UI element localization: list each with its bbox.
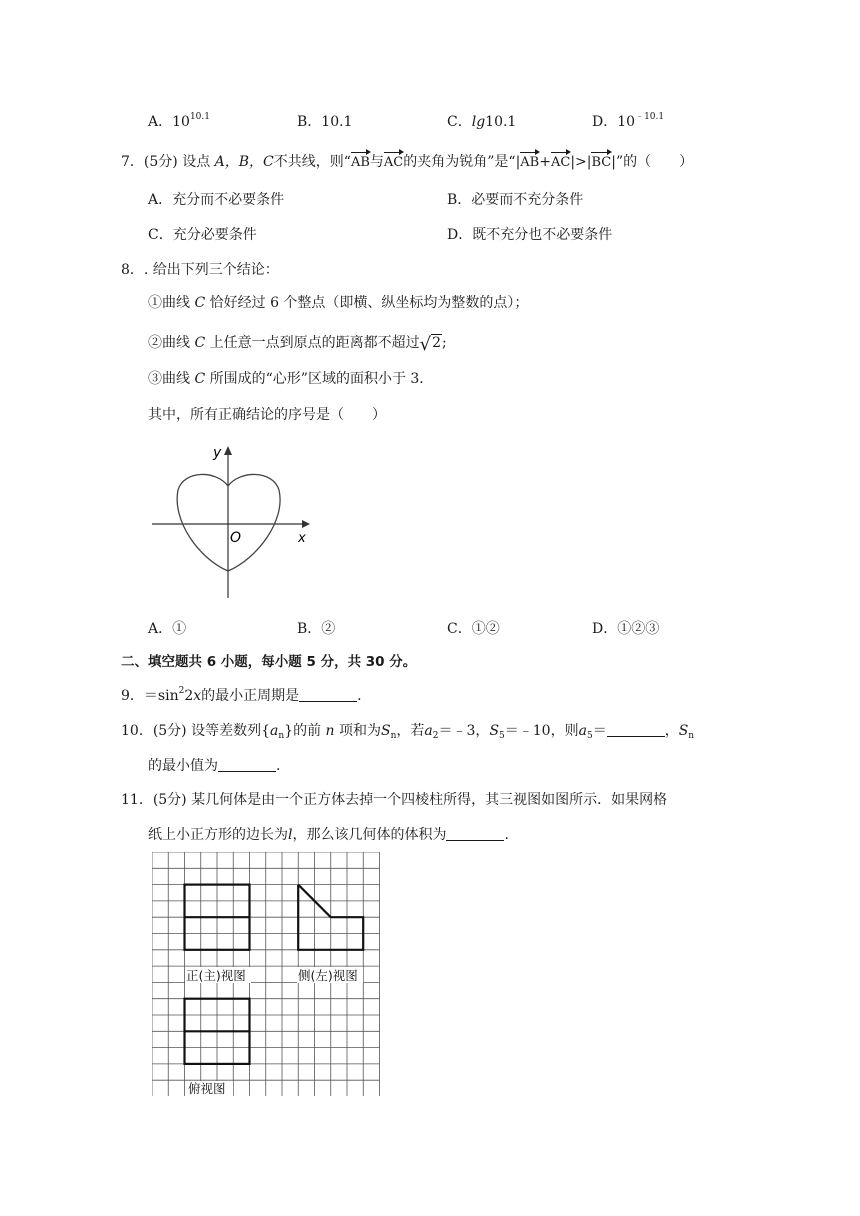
q7-option-b: B．必要而不充分条件 bbox=[447, 192, 584, 208]
q10-stem: 10．(5分) 设等差数列$\{a_n\}$的前 n 项和为$S_n$，若$a_2=﹣3$，$S_5=﹣10$，则$a_5=$ ，$S_n$ bbox=[121, 723, 695, 741]
q8-statement-3: ③曲线 C 所围成的“心形”区域的面积小于 3． bbox=[148, 371, 434, 387]
q7-option-c: C．充分必要条件 bbox=[148, 227, 257, 243]
heart-curve bbox=[177, 474, 280, 571]
q8-question: 其中，所有正确结论的序号是（ ） bbox=[148, 407, 386, 423]
y-axis-arrow bbox=[224, 446, 232, 455]
top-view-label: 俯视图 bbox=[188, 1081, 226, 1096]
front-view-label: 正(主)视图 bbox=[186, 968, 246, 983]
vector-ab: AB bbox=[351, 153, 370, 173]
x-axis-arrow bbox=[302, 520, 310, 528]
q8-option-b: B．② bbox=[297, 621, 336, 637]
q7-stem: 7．(5分) 设点 A，B，C不共线，则“AB与AC的夹角为锐角”是“|AB+AC|>|BC|”的（ ） bbox=[121, 152, 693, 173]
q9-answer-blank[interactable] bbox=[299, 687, 357, 702]
q11-answer-blank[interactable] bbox=[446, 826, 504, 841]
q7-option-a: A．充分而不必要条件 bbox=[148, 192, 285, 208]
q7-option-d: D．既不充分也不必要条件 bbox=[447, 227, 613, 243]
q6-option-b: B．10.1 bbox=[297, 114, 353, 130]
heart-curve-figure bbox=[148, 440, 318, 602]
q8-option-a: A．① bbox=[148, 621, 187, 637]
vector-bc: BC bbox=[591, 153, 611, 173]
q11-stem: 11．(5分) 某几何体是由一个正方体去掉一个四棱柱所得，其三视图如图所示．如果网格 bbox=[121, 792, 668, 808]
vector-ac: AC bbox=[384, 153, 403, 173]
q10-answer-blank-1[interactable] bbox=[607, 722, 665, 737]
q8-statement-1: ①曲线 C 恰好经过 6 个整点（即横、纵坐标均为整数的点）； bbox=[148, 295, 529, 311]
vector-ab-2: AB bbox=[520, 153, 539, 173]
q8-option-d: D．①②③ bbox=[592, 621, 660, 637]
q6-option-d: D．$10^{﹣10.1}$ bbox=[592, 112, 665, 130]
q8-statement-2: ②曲线 C 上任意一点到原点的距离都不超过√2; bbox=[148, 334, 447, 355]
q11-stem-line2: 纸上小正方形的边长为l，那么该几何体的体积为 . bbox=[148, 827, 509, 843]
q10-answer-blank-2[interactable] bbox=[218, 757, 276, 772]
q6-option-a: A．$10^{10.1}$ bbox=[148, 112, 210, 130]
q6-option-c: C．lg10.1 bbox=[447, 114, 517, 130]
three-view-grid-figure bbox=[152, 852, 380, 1096]
y-axis-label: y bbox=[213, 445, 222, 461]
q9-stem: 9．$=\sin^22x$的最小正周期是 . bbox=[121, 686, 362, 704]
q10-stem-line2: 的最小值为 . bbox=[148, 758, 281, 774]
side-view-label: 侧(左)视图 bbox=[298, 968, 358, 983]
vector-ac-2: AC bbox=[551, 153, 570, 173]
section-heading: 二、填空题共 6 小题，每小题 5 分，共 30 分。 bbox=[121, 654, 417, 670]
origin-label: O bbox=[230, 530, 242, 546]
q8-option-c: C．①② bbox=[447, 621, 500, 637]
q8-stem: 8．. 给出下列三个结论： bbox=[121, 262, 279, 278]
sqrt-symbol: √ bbox=[419, 334, 432, 355]
x-axis-label: x bbox=[298, 531, 306, 546]
